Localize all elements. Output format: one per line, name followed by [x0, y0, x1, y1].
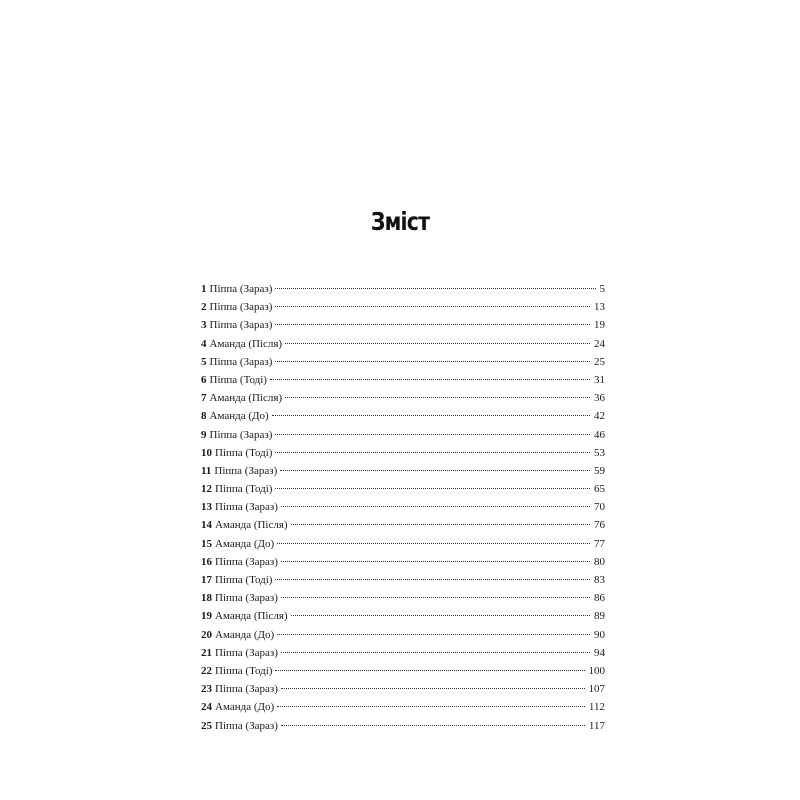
toc-dot-leader	[277, 634, 590, 635]
toc-dot-leader	[275, 488, 590, 489]
toc-dot-leader	[281, 652, 590, 653]
toc-dot-leader	[281, 725, 585, 726]
toc-dot-leader	[277, 706, 585, 707]
toc-entry[interactable]	[201, 571, 605, 589]
toc-page-number: 77	[594, 537, 605, 550]
toc-chapter-title: Піппа (Зараз)	[215, 501, 278, 514]
toc-chapter-title: Піппа (Зараз)	[215, 646, 278, 659]
toc-entry[interactable]	[201, 717, 605, 735]
toc-entry[interactable]	[201, 607, 605, 625]
toc-page-number: 83	[594, 574, 605, 586]
toc-entry[interactable]	[201, 498, 605, 516]
toc-chapter-title: Піппа (Зараз)	[209, 319, 273, 332]
toc-chapter-number: 2	[201, 301, 207, 314]
toc-chapter-title: Піппа (Зараз)	[209, 283, 273, 295]
toc-page-number: 94	[594, 646, 605, 659]
toc-page-number: 90	[594, 628, 605, 641]
toc-entry[interactable]	[201, 316, 605, 334]
toc-chapter-number: 4	[201, 337, 207, 350]
toc-entry[interactable]	[201, 426, 605, 444]
toc-chapter-number: 6	[201, 373, 207, 386]
toc-entry[interactable]	[201, 626, 605, 644]
toc-dot-leader	[291, 524, 590, 525]
toc-chapter-title: Піппа (Зараз)	[214, 464, 278, 477]
toc-chapter-title: Аманда (Після)	[209, 337, 283, 350]
toc-entry[interactable]	[201, 371, 605, 389]
toc-page-number: 107	[588, 683, 605, 696]
toc-chapter-title: Піппа (Тоді)	[215, 664, 273, 677]
toc-page-number: 25	[594, 355, 605, 368]
toc-dot-leader	[285, 397, 590, 398]
toc-entry[interactable]	[201, 535, 605, 553]
toc-dot-leader	[277, 543, 590, 544]
toc-chapter-number: 10	[201, 446, 212, 459]
toc-dot-leader	[272, 415, 590, 416]
toc-entry[interactable]	[201, 389, 605, 407]
toc-chapter-number: 24	[201, 701, 212, 714]
toc-page-number: 100	[588, 664, 605, 677]
toc-page-number: 24	[594, 337, 605, 350]
toc-dot-leader	[291, 615, 590, 616]
toc-chapter-title: Піппа (Зараз)	[215, 592, 278, 605]
toc-entry[interactable]	[201, 589, 605, 607]
toc-chapter-title: Аманда (До)	[209, 410, 269, 423]
toc-chapter-title: Аманда (Після)	[209, 392, 283, 405]
toc-page-number: 117	[588, 719, 605, 732]
toc-chapter-title: Піппа (Зараз)	[215, 683, 278, 696]
toc-page-number: 70	[594, 501, 605, 514]
toc-chapter-title: Піппа (Тоді)	[215, 574, 273, 586]
toc-chapter-number: 7	[201, 392, 207, 405]
toc-page-number: 112	[588, 701, 605, 714]
toc-entry[interactable]	[201, 353, 605, 371]
toc-page-number: 36	[594, 392, 605, 405]
toc-page-number: 59	[594, 464, 605, 477]
toc-dot-leader	[275, 434, 590, 435]
toc-entry[interactable]	[201, 680, 605, 698]
toc-chapter-number: 11	[201, 464, 212, 477]
toc-chapter-number: 3	[201, 319, 207, 332]
toc-dot-leader	[275, 670, 584, 671]
toc-dot-leader	[275, 579, 590, 580]
toc-page-number: 5	[599, 283, 605, 295]
toc-chapter-number: 1	[201, 283, 207, 295]
toc-chapter-number: 15	[201, 537, 212, 550]
toc-chapter-title: Піппа (Тоді)	[215, 446, 273, 459]
toc-entry[interactable]	[201, 462, 605, 480]
toc-entry[interactable]	[201, 444, 605, 462]
toc-dot-leader	[281, 561, 590, 562]
toc-dot-leader	[280, 470, 590, 471]
toc-chapter-number: 21	[201, 646, 212, 659]
toc-entry[interactable]	[201, 407, 605, 425]
toc-chapter-number: 13	[201, 501, 212, 514]
toc-chapter-title: Аманда (Після)	[215, 519, 288, 532]
toc-chapter-title: Аманда (До)	[215, 537, 275, 550]
toc-page-number: 89	[594, 610, 605, 623]
toc-chapter-number: 5	[201, 355, 207, 368]
toc-entry[interactable]	[201, 335, 605, 353]
toc-chapter-title: Піппа (Зараз)	[209, 428, 273, 441]
toc-dot-leader	[281, 506, 590, 507]
toc-entry[interactable]	[201, 280, 605, 298]
toc-dot-leader	[281, 597, 590, 598]
toc-chapter-number: 20	[201, 628, 212, 641]
toc-page-number: 31	[594, 373, 605, 386]
toc-page-number: 13	[594, 301, 605, 314]
toc-chapter-number: 23	[201, 683, 212, 696]
toc-chapter-title: Піппа (Тоді)	[209, 373, 267, 386]
toc-dot-leader	[275, 306, 590, 307]
toc-chapter-number: 22	[201, 664, 212, 677]
toc-dot-leader	[275, 324, 590, 325]
toc-entry[interactable]	[201, 698, 605, 716]
toc-chapter-title: Аманда (До)	[215, 701, 275, 714]
toc-page-number: 42	[594, 410, 605, 423]
toc-chapter-number: 19	[201, 610, 212, 623]
toc-chapter-title: Піппа (Зараз)	[209, 301, 273, 314]
toc-chapter-title: Аманда (До)	[215, 628, 275, 641]
toc-page-number: 76	[594, 519, 605, 532]
toc-chapter-title: Піппа (Зараз)	[209, 355, 273, 368]
toc-chapter-title: Аманда (Після)	[215, 610, 288, 623]
toc-page-number: 19	[594, 319, 605, 332]
toc-dot-leader	[270, 379, 590, 380]
toc-chapter-number: 8	[201, 410, 207, 423]
toc-page-number: 80	[594, 555, 605, 568]
toc-dot-leader	[285, 343, 590, 344]
toc-chapter-number: 9	[201, 428, 207, 441]
toc-dot-leader	[275, 452, 590, 453]
toc-chapter-number: 17	[201, 574, 212, 586]
toc-chapter-title: Піппа (Тоді)	[215, 483, 273, 496]
toc-chapter-number: 18	[201, 592, 212, 605]
toc-page-number: 46	[594, 428, 605, 441]
toc-chapter-title: Піппа (Зараз)	[215, 555, 278, 568]
toc-page-number: 65	[594, 483, 605, 496]
page-title: Зміст	[370, 207, 430, 236]
toc-chapter-number: 12	[201, 483, 212, 496]
toc-entry[interactable]	[201, 662, 605, 680]
toc-entry[interactable]	[201, 480, 605, 498]
toc-chapter-title: Піппа (Зараз)	[215, 719, 278, 732]
toc-dot-leader	[281, 688, 585, 689]
table-of-contents	[201, 280, 605, 735]
toc-chapter-number: 16	[201, 555, 212, 568]
toc-entry[interactable]	[201, 644, 605, 662]
toc-entry[interactable]	[201, 553, 605, 571]
toc-chapter-number: 14	[201, 519, 212, 532]
toc-chapter-number: 25	[201, 719, 212, 732]
toc-entry[interactable]	[201, 516, 605, 534]
toc-page-number: 86	[594, 592, 605, 605]
toc-entry[interactable]	[201, 298, 605, 316]
toc-dot-leader	[275, 361, 590, 362]
toc-page-number: 53	[594, 446, 605, 459]
toc-dot-leader	[275, 288, 595, 289]
